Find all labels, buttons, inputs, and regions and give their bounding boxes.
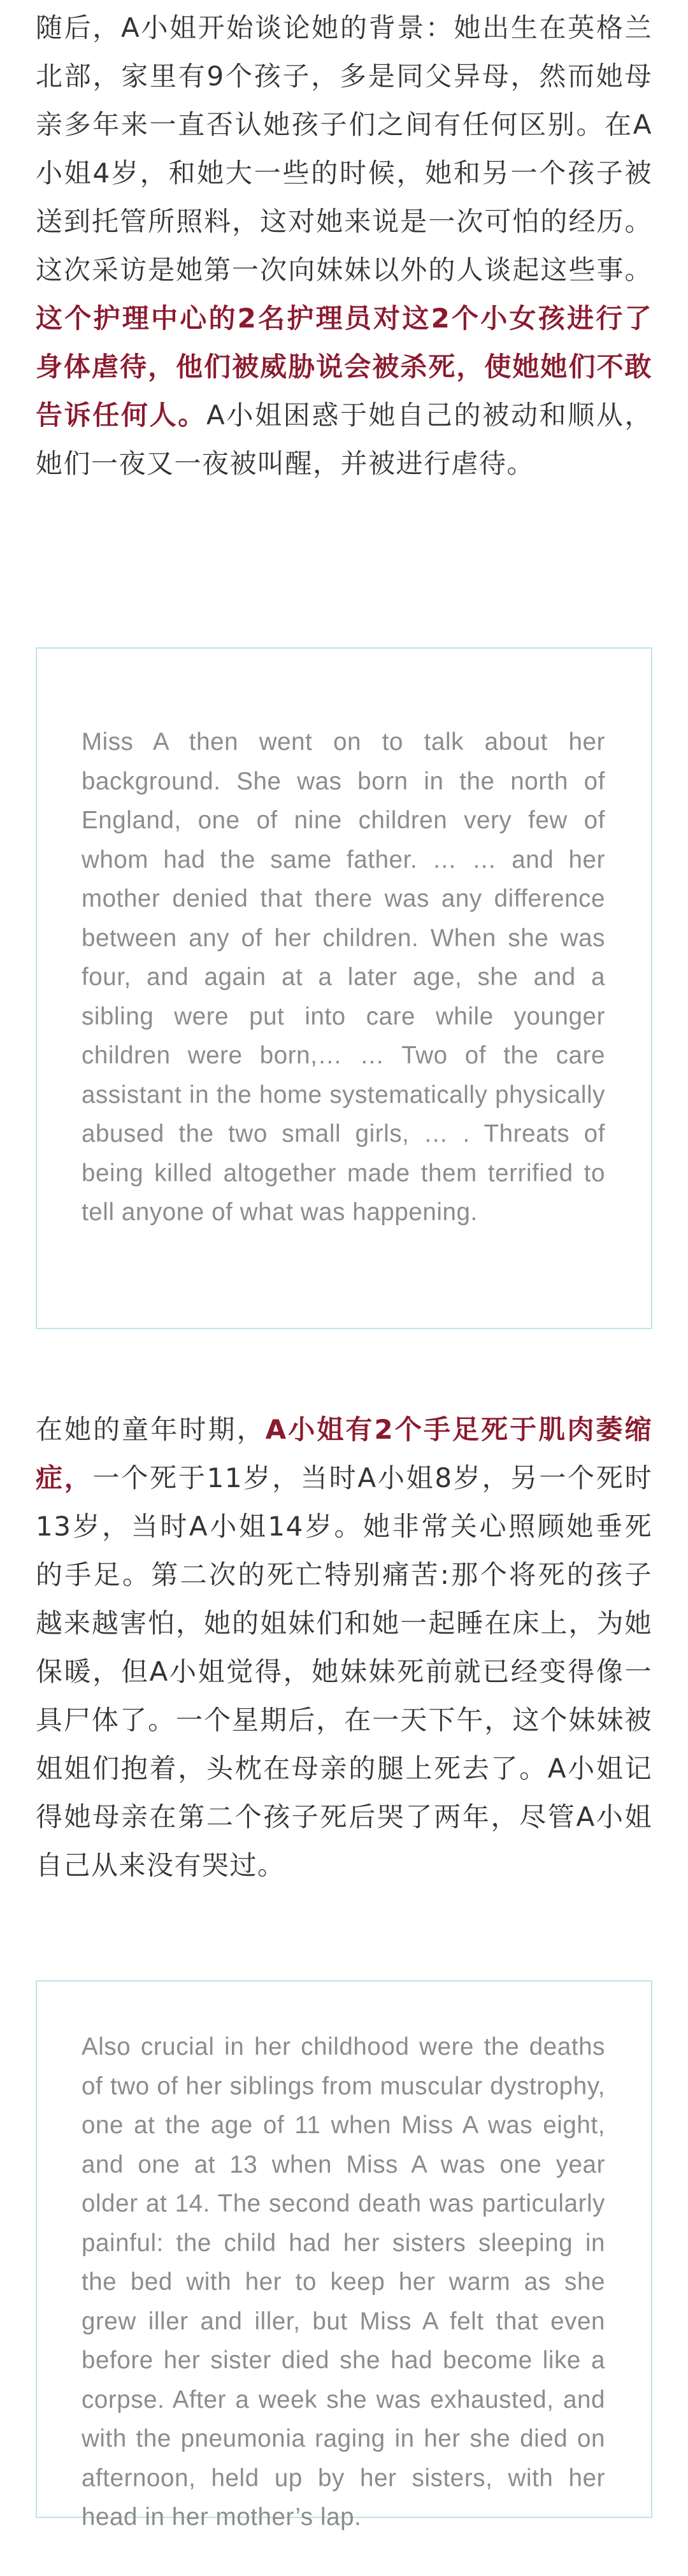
highlighted-text: A小姐有2个手足死于肌肉萎缩症， xyxy=(36,1414,652,1493)
paragraph-text: 一个死于11岁，当时A小姐8岁，另一个死时13岁，当时A小姐14岁。她非常关心照顾她垂死的手足。第二次的死亡特别痛苦:那个将死的孩子越来越害怕，她的姐妹们和她一起睡在床上，为她保暖，但A小姐觉得，她妹妹死前就已经变得像一具尸体了。一个星期后，在一天下午，这个妹妹被姐姐们抱着，头枕在母亲的腿上死去了。A小姐记得她母亲在第二个孩子死后哭了两年，尽管A小姐自己从来没有哭过。 xyxy=(36,1462,652,1881)
highlighted-text: 这个护理中心的2名护理员对这2个小女孩进行了身体虐待，他们被威胁说会被杀死，使她她们不敢告诉任何人。 xyxy=(36,303,652,431)
paragraph-text: A小姐困惑于她自己的被动和顺从，她们一夜又一夜被叫醒，并被进行虐待。 xyxy=(36,399,652,479)
paragraph-text: 在她的童年时期， xyxy=(36,1414,266,1445)
english-quote-text: Also crucial in her childhood were the deaths of two of her siblings from muscular dystrophy, one at the age of 11 when Miss A was eight, and one at 13 when Miss A was one year older at 14. The second death was particularly painful: the child had her sisters sleeping in the bed with her to keep her warm as she grew iller and iller, but Miss A felt that even before her sister died she had become like a corpse. After a week she was exhausted, and with the pneumonia raging in her she died on afternoon, held up by her sisters, with her head in her mother’s lap. xyxy=(82,2033,605,2531)
english-quote-text: Miss A then went on to talk about her background. She was born in the north of England, one of nine children very few of whom had the same father. … … and her mother denied that there was any difference between any of her children. When she was four, and again at a later age, she and a sibling were put into care while younger children were born,… … Two of the care assistant in the home systematically physically abused the two small girls, … . Threats of being killed altogether made them terrified to tell anyone of what was happening. xyxy=(82,728,605,1226)
english-quote-box-background xyxy=(36,647,652,1329)
english-quote-box-sibling-deaths xyxy=(36,1980,652,2531)
chinese-paragraph-background xyxy=(36,4,652,488)
paragraph-text: 随后，A小姐开始谈论她的背景：她出生在英格兰北部，家里有9个孩子，多是同父异母，然而她母亲多年来一直否认她孩子们之间有任何区别。在A小姐4岁，和她大一些的时候，她和另一个孩子被送到托管所照料，这对她来说是一次可怕的经历。这次采访是她第一次向妹妹以外的人谈起这些事。 xyxy=(36,12,652,285)
chinese-paragraph-sibling-deaths xyxy=(36,1406,652,1890)
